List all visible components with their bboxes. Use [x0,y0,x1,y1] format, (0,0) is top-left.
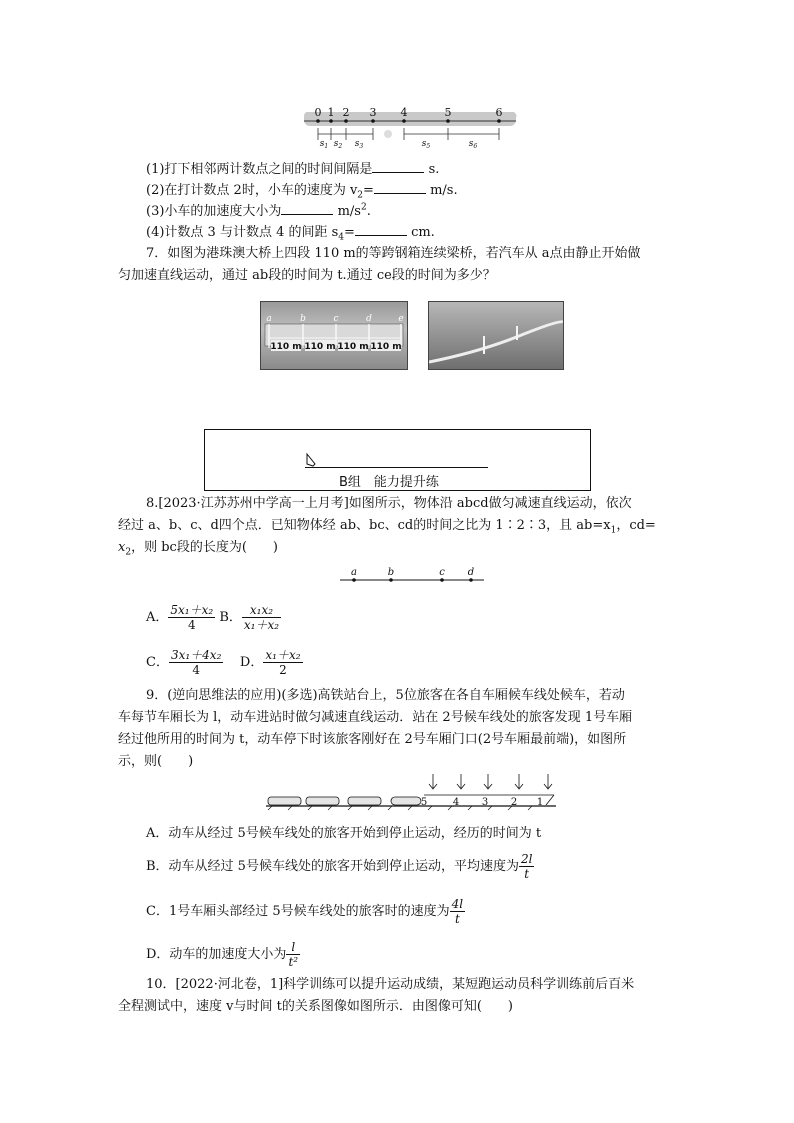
q9-option-a[interactable]: A．动车从经过 5号候车线处的旅客开始到停止运动，经历的时间为 t [146,826,542,841]
tape-point-label: 4 [400,106,408,119]
option-c-fraction: $\frac{4l}{t}$ [451,897,464,926]
platform-number: 4 [452,797,460,808]
bridge-point-label: d [366,314,372,324]
tape-point-label: 3 [369,106,377,119]
bridge-point-label: e [398,314,404,324]
q9-option-b[interactable] [146,852,534,881]
subscript: 2 [125,547,132,558]
bridge-point-label: a [266,314,272,324]
option-d-label[interactable]: D． [239,655,264,670]
q6-part4-unit: cm. [411,225,435,240]
q9-line2: 车每节车厢长为 l，动车进站时做匀减速直线运动．站在 2号候车线处的旅客发现 1号车厢 [118,710,633,725]
tape-point-label: 6 [495,106,503,119]
pencil-icon [305,452,319,468]
q7-line2: 匀加速直线运动，通过 ab段的时间为 t.通过 ce段的时间为多少？ [118,268,496,283]
q9-line4: 示，则( ) [118,754,194,769]
tape-point-label: 2 [342,106,350,119]
q8-line-figure [338,565,486,585]
option-d-fraction: $\frac{\text{x₁＋x₂}}{2}$ [265,648,301,677]
q8-line2-end: ，cd= [616,518,656,533]
q7-line1: 7．如图为港珠澳大桥上四段 110 m的等跨钢箱连续梁桥，若汽车从 a点由静止开始做 [146,246,641,261]
q6-part2 [146,181,458,201]
equals: = [344,225,355,240]
segment-label: $s_6$ [468,139,478,150]
q8-options-cd [146,648,303,677]
platform-number: 3 [481,797,489,808]
q6-part3-text: (3)小车的加速度大小为 [146,204,282,219]
span-label: 110 m [304,342,336,352]
equals: = [363,183,374,198]
span-label: 110 m [337,342,369,352]
answer-blank[interactable] [355,223,407,236]
option-c-label[interactable]: C． [146,655,169,670]
q6-part4 [146,223,435,243]
subscript: 4 [338,232,345,243]
q8-line3-var: x [118,540,126,555]
train-platform-figure [266,771,556,811]
q10-line2: 全程测试中，速度 v与时间 t的关系图像如图所示．由图像可知( ) [118,999,513,1014]
platform-number: 2 [510,797,518,808]
answer-blank[interactable] [281,202,333,215]
bridge-aerial-photo [428,301,564,370]
platform-number: 1 [536,797,544,808]
section-b-title: B组 能力提升练 [339,475,439,490]
tape-point-label: 0 [314,106,322,119]
line-point-label: a [351,567,357,578]
section-b-box [204,429,591,491]
q6-part2-text: (2)在打计数点 2时，小车的速度为 v [146,183,358,198]
line-point-label: d [467,567,475,578]
q8-options-ab [146,603,281,632]
segment-label: $s_2$ [333,139,343,150]
q8-line2 [118,516,656,536]
q6-part2-unit: m/s. [430,183,458,198]
segment-label: $s_3$ [354,139,364,150]
q8-line3-text: ，则 bc段的长度为( ) [131,540,278,555]
segment-label: $s_5$ [421,139,431,150]
bridge-point-label: b [300,314,306,324]
bridge-spans-photo [260,301,408,370]
q9-line1: 9．(逆向思维法的应用)(多选)高铁站台上，5位旅客在各自车厢候车线处候车，若动 [146,688,625,703]
answer-blank[interactable] [374,181,426,194]
span-label: 110 m [370,342,402,352]
subscript: 2 [357,190,364,201]
q6-part1-text: (1)打下相邻两计数点之间的时间间隔是 [146,162,373,177]
option-b-fraction: $\frac{2l}{t}$ [520,852,533,881]
q6-part3 [146,202,371,222]
q8-line2-text: 经过 a、b、c、d四个点．已知物体经 ab、bc、cd的时间之比为 1∶2∶3，且 ab=x [118,518,611,533]
q6-part4-text: (4)计数点 3 与计数点 4 的间距 s [146,225,339,240]
title-underline [305,467,488,468]
tape-point-label: 1 [327,106,335,119]
q9-option-d-text: D．动车的加速度大小为 [146,947,287,962]
q9-option-c[interactable] [146,897,465,926]
q8-line3 [118,538,278,558]
q6-part3-unit: m/s [337,204,361,219]
subscript: 1 [610,525,617,536]
ticker-tape-figure [300,104,520,152]
bridge-point-label: c [333,314,339,324]
option-b-label[interactable]: B． [219,610,242,625]
option-a-label[interactable]: A． [146,610,169,625]
line-point-label: c [439,567,445,578]
line-point-label: b [387,567,395,578]
segment-label: $s_1$ [319,139,329,150]
option-c-fraction: $\frac{\text{3x₁＋4x₂}}{4}$ [170,648,222,677]
period: . [366,204,371,219]
option-d-fraction: $\frac{l}{\text{t²}}$ [288,940,299,969]
q10-line1: 10．[2022·河北卷，1]科学训练可以提升运动成绩，某短跑运动员科学训练前后百米 [146,977,635,992]
option-a-fraction: $\frac{\text{5x₁＋x₂}}{4}$ [170,603,214,632]
q9-line3: 经过他所用的时间为 t，动车停下时该旅客刚好在 2号车厢门口(2号车厢最前端)，如图所 [118,732,627,747]
q8-line1: 8.[2023·江苏苏州中学高一上月考]如图所示，物体沿 abcd做匀减速直线运动，依次 [146,496,632,511]
platform-number: 5 [420,797,428,808]
span-label: 110 m [270,342,302,352]
q6-part1-unit: s. [428,162,440,177]
q9-option-c-text: C．1号车厢头部经过 5号候车线处的旅客时的速度为 [146,904,450,919]
superscript: 2 [360,202,367,213]
q9-option-b-text: B．动车从经过 5号候车线处的旅客开始到停止运动，平均速度为 [146,859,519,874]
q6-part1 [146,160,439,180]
q9-option-d[interactable] [146,940,300,969]
option-b-fraction: $\frac{\text{x₁x₂}}{\text{x₁＋x₂}}$ [243,603,280,632]
tape-point-label: 5 [444,106,452,119]
answer-blank[interactable] [372,160,424,173]
